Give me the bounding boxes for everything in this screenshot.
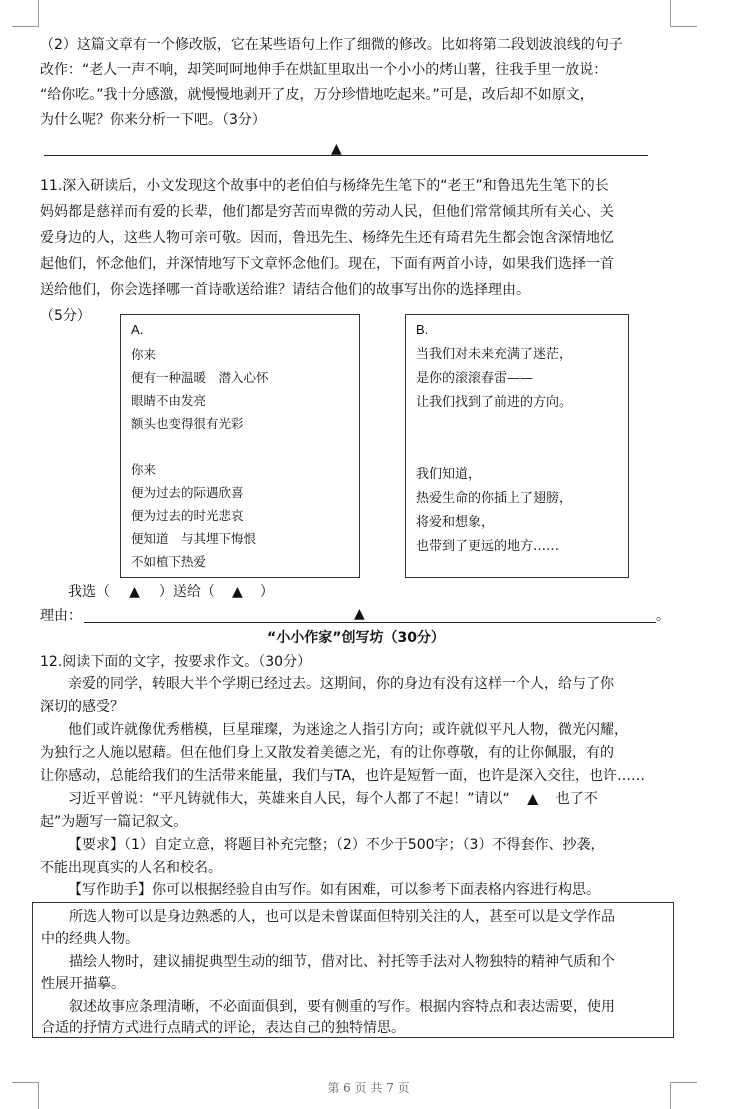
poem-b-line: 热爱生命的你插上了翅膀， [416, 491, 573, 506]
poem-b-label: B. [416, 322, 429, 337]
choice-line [68, 580, 368, 604]
q10-2-line-4: 为什么呢？你来分析一下吧。（3分） [40, 112, 266, 128]
poem-a-line: 不如植下热爱 [131, 554, 207, 569]
q10-answer-line[interactable] [44, 155, 648, 156]
choice-person-blank[interactable]: ▲ [231, 584, 243, 600]
poem-a-line: 眼睛不由发亮 [131, 393, 207, 408]
poem-b-line: 将爱和想象， [416, 515, 495, 530]
q11-line-5: 送给他们，你会选择哪一首诗歌送给谁？请结合他们的故事写出你的选择理由。 [40, 282, 530, 298]
poem-b-line: 当我们对未来充满了迷茫， [416, 347, 573, 362]
q12-p2-line-c: 让你感动，总能给我们的生活带来能量，我们与TA，也许是短暂一面，也许是深入交往，也许…… [40, 768, 646, 784]
helper-line: 所选人物可以是身边熟悉的人，也可以是未曾谋面但特别关注的人，甚至可以是文学作品 [69, 909, 615, 925]
poem-b-line: 也带到了更远的地方…… [416, 539, 560, 554]
q11-line-4: 起他们，怀念他们，并深情地写下文章怀念他们。现在，下面有两首小诗，如果我们选择一首 [40, 256, 614, 272]
poem-a-label: A. [131, 322, 144, 337]
poem-b-line [416, 439, 572, 463]
choice-poem-blank[interactable]: ▲ [129, 584, 140, 600]
poem-a-line: 你来 [131, 347, 157, 362]
section-title: “小小作家”创写坊（30分） [267, 630, 445, 646]
q11-line-3: 爱身边的人，这些人物可亲可敬。因而，鲁迅先生、杨绛先生还有琦君先生都会饱含深情地忆 [40, 230, 614, 246]
poem-a-box [120, 314, 360, 578]
q12-p1-line-a: 亲爱的同学，转眼大半个学期已经过去。这期间，你的身边有没有这样一个人，给与了你 [68, 676, 614, 692]
writing-helper-box [32, 902, 674, 1038]
title-blank[interactable]: ▲ [527, 791, 539, 807]
q12-p2-line-a: 他们或许就像优秀楷模，巨星璀璨，为迷途之人指引方向；或许就似平凡人物，微光闪耀， [68, 722, 628, 738]
choice-suffix: ） [259, 584, 274, 600]
q11-score: （5分） [40, 308, 91, 324]
helper-line: 性展开描摹。 [41, 976, 125, 992]
q12-p3-pre: 习近平曾说：“平凡铸就伟大，英雄来自人民，每个人都了不起！”请以“ [68, 791, 510, 807]
reason-end: 。 [656, 608, 670, 624]
helper-line: 叙述故事应条理清晰，不必面面俱到，要有侧重的写作。根据内容特点和表达需要，使用 [69, 999, 615, 1015]
q12-p3-line-a [40, 787, 672, 811]
crop-mark-top-right [670, 0, 697, 27]
q12-p3-post: 也了不 [555, 791, 598, 807]
poem-a-line: 便知道 与其埋下悔恨 [131, 531, 257, 546]
q10-2-line-2: 改作：“老人一声不响，却笑呵呵地伸手在烘缸里取出一个小小的烤山薯，往我手里一放说： [40, 62, 608, 78]
q12-line-1: 12.阅读下面的文字，按要求作文。（30分） [40, 654, 312, 670]
q10-2-line-1: （2）这篇文章有一个修改版，它在某些语句上作了细微的修改。比如将第二段划波浪线的句子 [40, 37, 623, 53]
poem-a-line: 你来 [131, 462, 157, 477]
helper-line: 中的经典人物。 [41, 931, 139, 947]
poem-a-line: 便有一种温暖 潜入心怀 [131, 370, 269, 385]
q12-p1-line-b: 深切的感受？ [40, 699, 124, 715]
poem-a-lines [131, 343, 269, 573]
q12-requirements-b: 不能出现真实的人名和校名。 [40, 860, 222, 876]
choice-prefix: 我选（ [68, 584, 110, 600]
q12-requirements-a: 【要求】（1）自定立意，将题目补充完整；（2）不少于500字；（3）不得套作、抄袭， [68, 837, 605, 853]
q12-helper-intro: 【写作助手】你可以根据经验自由写作。如有困难，可以参考下面表格内容进行构思。 [68, 882, 600, 898]
q11-line-1: 11.深入研读后，小文发现这个故事中的老伯伯与杨绛先生笔下的“老王”和鲁迅先生笔下的长 [40, 178, 609, 194]
reason-answer-mark: ▲ [354, 606, 365, 622]
poem-a-line: 额头也变得很有光彩 [131, 416, 244, 431]
poem-b-line [416, 415, 572, 439]
poem-b-line: 是你的滚滚春雷—— [416, 371, 534, 386]
q10-answer-mark: ▲ [331, 141, 342, 157]
page-footer: 第 6 页 共 7 页 [327, 1081, 410, 1095]
q12-p3-line-b: 起”为题写一篇记叙文。 [40, 814, 188, 830]
crop-mark-top-left [12, 0, 39, 27]
reason-label: 理由： [40, 608, 82, 624]
poem-b-lines [416, 343, 572, 559]
helper-line: 描绘人物时，建议捕捉典型生动的细节，借对比、衬托等手法对人物独特的精神气质和个 [69, 954, 615, 970]
poem-b-line: 让我们找到了前进的方向。 [416, 395, 573, 410]
poem-a-line: 便为过去的际遇欣喜 [131, 485, 244, 500]
poem-a-line: 便为过去的时光悲哀 [131, 508, 244, 523]
helper-line: 合适的抒情方式进行点睛式的评论，表达自己的独特情思。 [41, 1020, 405, 1036]
poem-b-box [405, 314, 629, 578]
reason-answer-line[interactable] [84, 622, 656, 623]
q12-p2-line-b: 为独行之人施以慰藉。但在他们身上又散发着美德之光，有的让你尊敬，有的让你佩服，有的 [40, 745, 614, 761]
choice-mid: ）送给（ [158, 584, 215, 600]
poem-a-line [131, 435, 269, 458]
q11-line-2: 妈妈都是慈祥而有爱的长辈，他们都是穷苦而卑微的劳动人民，但他们常常倾其所有关心、关 [40, 204, 614, 220]
q10-2-line-3: “给你吃。”我十分感激，就慢慢地剥开了皮，万分珍惜地吃起来。”可是，改后却不如原文， [40, 87, 594, 103]
poem-b-line: 我们知道， [416, 467, 482, 482]
